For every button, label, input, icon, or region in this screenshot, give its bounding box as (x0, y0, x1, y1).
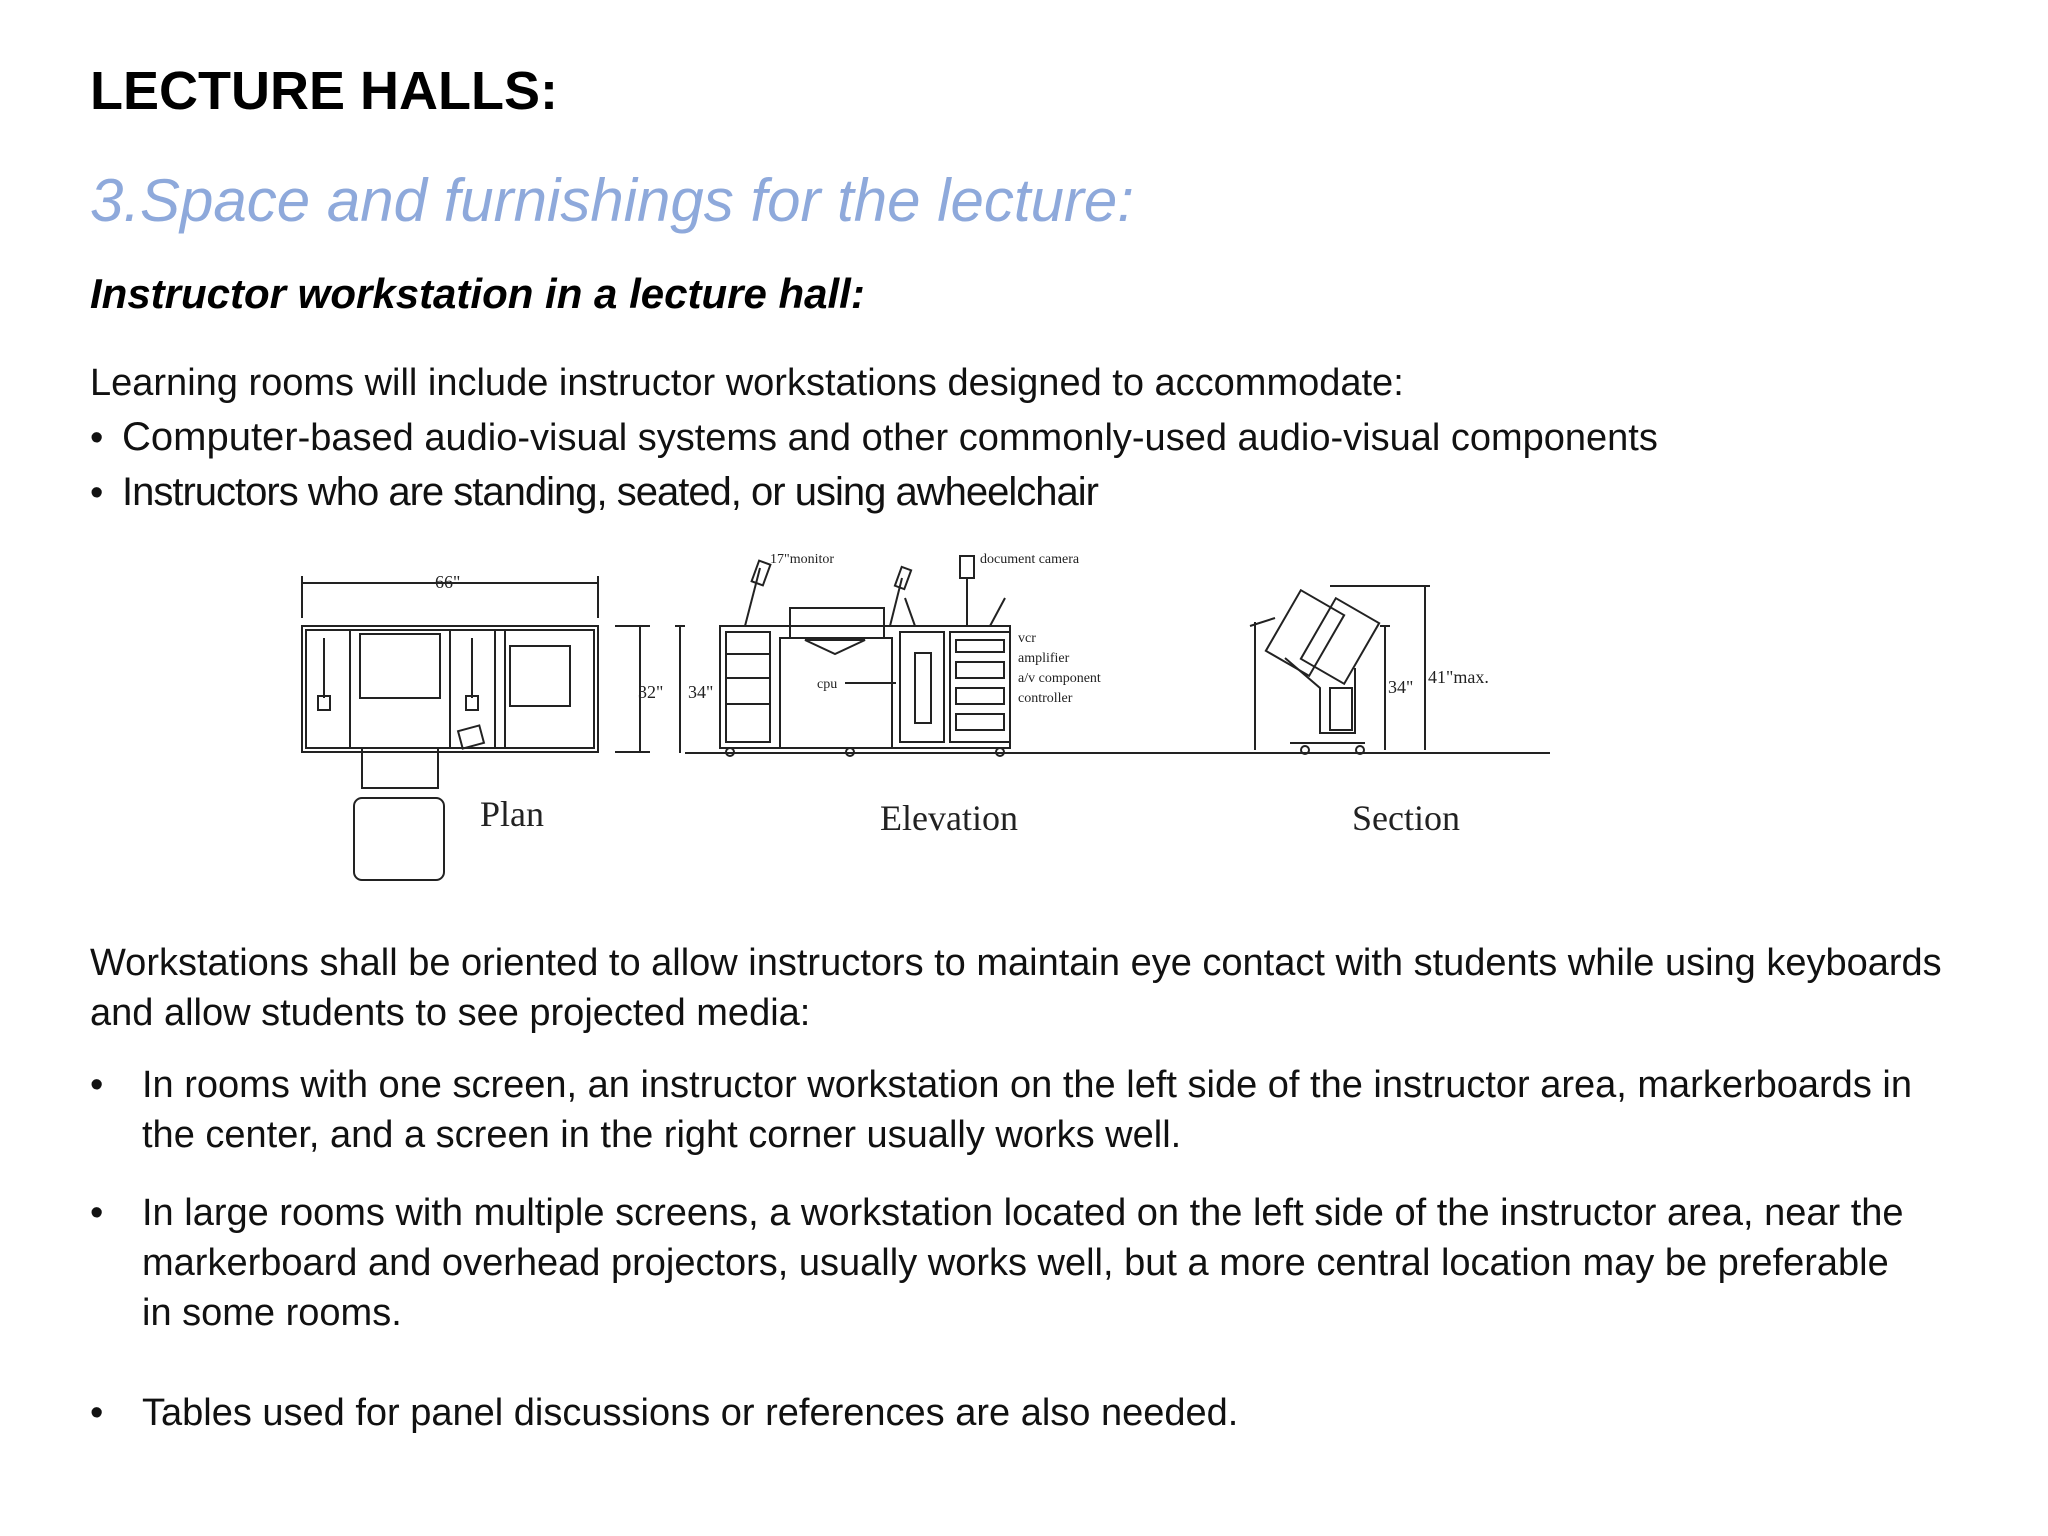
monitor-callout: 17"monitor (770, 552, 835, 567)
camera-callout: document camera (980, 552, 1080, 567)
bullet-symbol: • (90, 1392, 104, 1434)
plan-label: Plan (480, 794, 545, 834)
bullet-lead: Instructors who are standing, seated, or using awheelchair (122, 470, 1098, 514)
cpu-callout: cpu (817, 677, 838, 692)
bullet-text: In large rooms with multiple screens, a workstation located on the left side of the instructor area, near the markerboard and overhead projectors, usually works well, but a more central location may be preferable in some rooms. (142, 1192, 1904, 1334)
section-heading: Instructor workstation in a lecture hall: (90, 270, 865, 317)
orientation-paragraph: Workstations shall be oriented to allow instructors to maintain eye contact with students while using keyboards and allow students to see projected media: (90, 942, 1942, 1034)
bullet-symbol: • (90, 1064, 104, 1106)
slide-title: LECTURE HALLS: (90, 61, 558, 121)
section-max-dim: 41"max. (1428, 667, 1489, 687)
bullet-text: In rooms with one screen, an instructor workstation on the left side of the instructor area, markerboards in the center, and a screen in the right corner usually works well. (142, 1064, 1912, 1156)
bullet-symbol: • (90, 472, 104, 514)
amplifier-callout: amplifier (1018, 651, 1070, 666)
slide-subtitle: 3.Space and furnishings for the lecture: (90, 167, 1134, 234)
controller-callout: controller (1018, 691, 1073, 706)
elevation-label: Elevation (880, 798, 1018, 838)
av-callout: a/v component (1018, 671, 1101, 686)
plan-height-dim: 32" (638, 682, 664, 702)
bullet-lead: Computer (122, 415, 298, 459)
bullet-symbol: • (90, 417, 104, 459)
section-height-dim: 34" (1388, 677, 1414, 697)
workstation-drawing (290, 538, 1630, 898)
intro-text: Learning rooms will include instructor workstations designed to accommodate: (90, 362, 1404, 404)
bullet-item (90, 465, 1940, 520)
section-label: Section (1352, 798, 1460, 838)
intro-block (90, 356, 1940, 520)
bullet-rest: -based audio-visual systems and other commonly-used audio-visual components (297, 417, 1658, 459)
elevation-height-dim: 34" (688, 682, 714, 702)
section-view (1250, 586, 1489, 838)
elevation-view (675, 552, 1550, 838)
workstation-diagram (290, 538, 1630, 898)
plan-width-dim: 66" (435, 572, 461, 592)
bullet-item (90, 410, 1940, 465)
bullet-symbol: • (90, 1192, 104, 1234)
plan-view (302, 572, 663, 880)
bullet-text: Tables used for panel discussions or references are also needed. (142, 1392, 1239, 1434)
vcr-callout: vcr (1018, 631, 1036, 646)
